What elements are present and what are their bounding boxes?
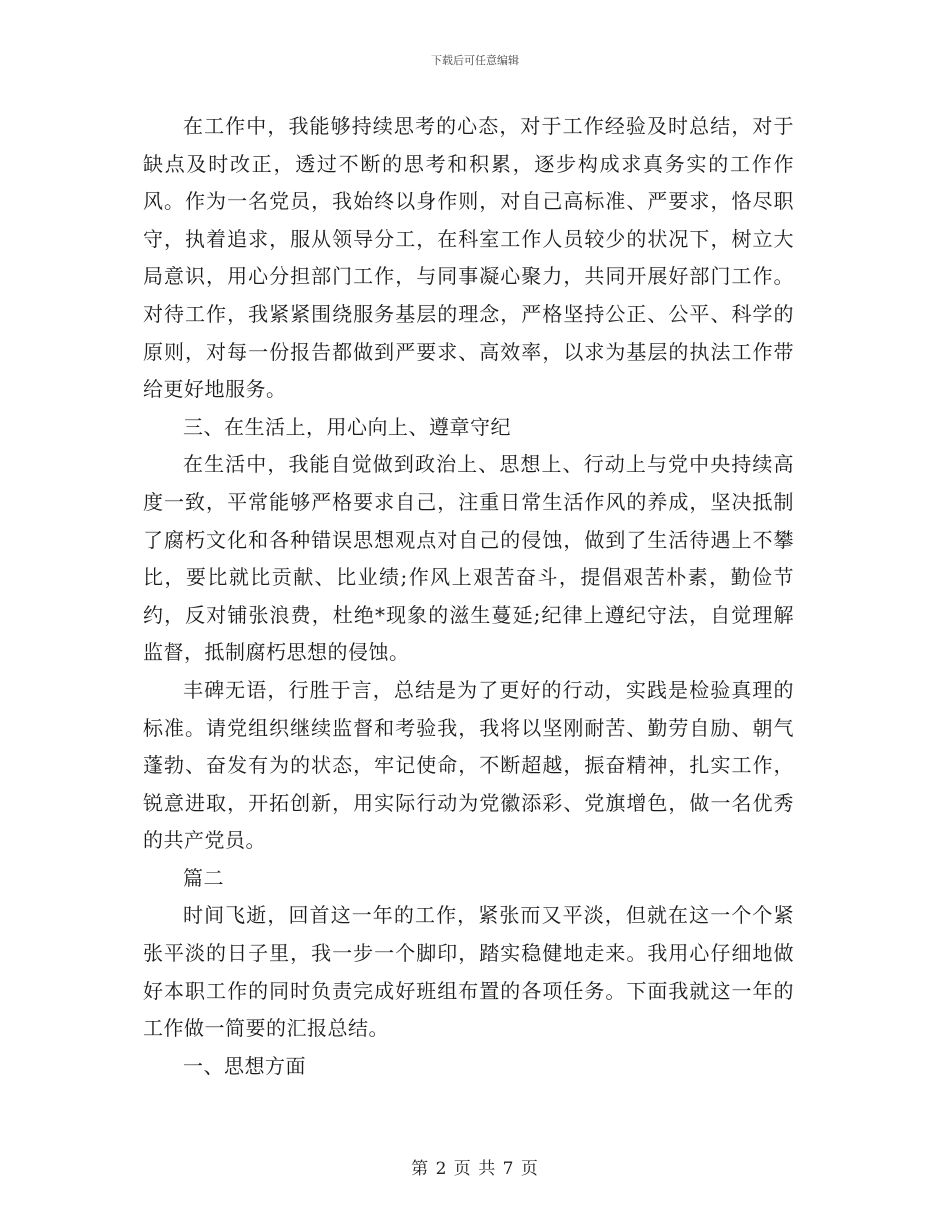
body-paragraph: 在生活中，我能自觉做到政治上、思想上、行动上与党中央持续高度一致，平常能够严格要求自己，注重日常生活作风的养成，坚决抵制了腐朽文化和各种错误思想观点对自己的侵蚀，做到了生活待遇上不攀比，要比就比贡献、比业绩;作风上艰苦奋斗，提倡艰苦朴素，勤俭节约，反对铺张浪费，杜绝*现象的滋生蔓延;纪律上遵纪守法，自觉理解监督，抵制腐朽思想的侵蚀。: [143, 452, 794, 665]
section-heading: 一、思想方面: [183, 1053, 306, 1078]
body-paragraph: 丰碑无语，行胜于言，总结是为了更好的行动，实践是检验真理的标准。请党组织继续监督和考验我，我将以坚刚耐苦、勤劳自励、朝气蓬勃、奋发有为的状态，牢记使命，不断超越，振奋精神，扎实工作，锐意进取，开拓创新，用实际行动为党徽添彩、党旗增色，做一名优秀的共产党员。: [143, 677, 794, 853]
body-paragraph: 时间飞逝，回首这一年的工作，紧张而又平淡，但就在这一个个紧张平淡的日子里，我一步一个脚印，踏实稳健地走来。我用心仔细地做好本职工作的同时负责完成好班组布置的各项任务。下面我就这一年的工作做一简要的汇报总结。: [143, 903, 794, 1041]
section-heading: 三、在生活上，用心向上、遵章守纪: [183, 414, 511, 439]
page-header: 下载后可任意编辑: [431, 54, 519, 67]
chapter-heading: 篇二: [183, 865, 224, 890]
document-body: [143, 108, 794, 1085]
body-paragraph: 在工作中，我能够持续思考的心态，对于工作经验及时总结，对于缺点及时改正，透过不断的思考和积累，逐步构成求真务实的工作作风。作为一名党员，我始终以身作则，对自己高标准、严要求，恪尽职守，执着追求，服从领导分工，在科室工作人员较少的状况下，树立大局意识，用心分担部门工作，与同事凝心聚力，共同开展好部门工作。对待工作，我紧紧围绕服务基层的理念，严格坚持公正、公平、科学的原则，对每一份报告都做到严要求、高效率，以求为基层的执法工作带给更好地服务。: [143, 114, 794, 402]
page-number: 第 2 页 共 7 页: [411, 1159, 539, 1179]
